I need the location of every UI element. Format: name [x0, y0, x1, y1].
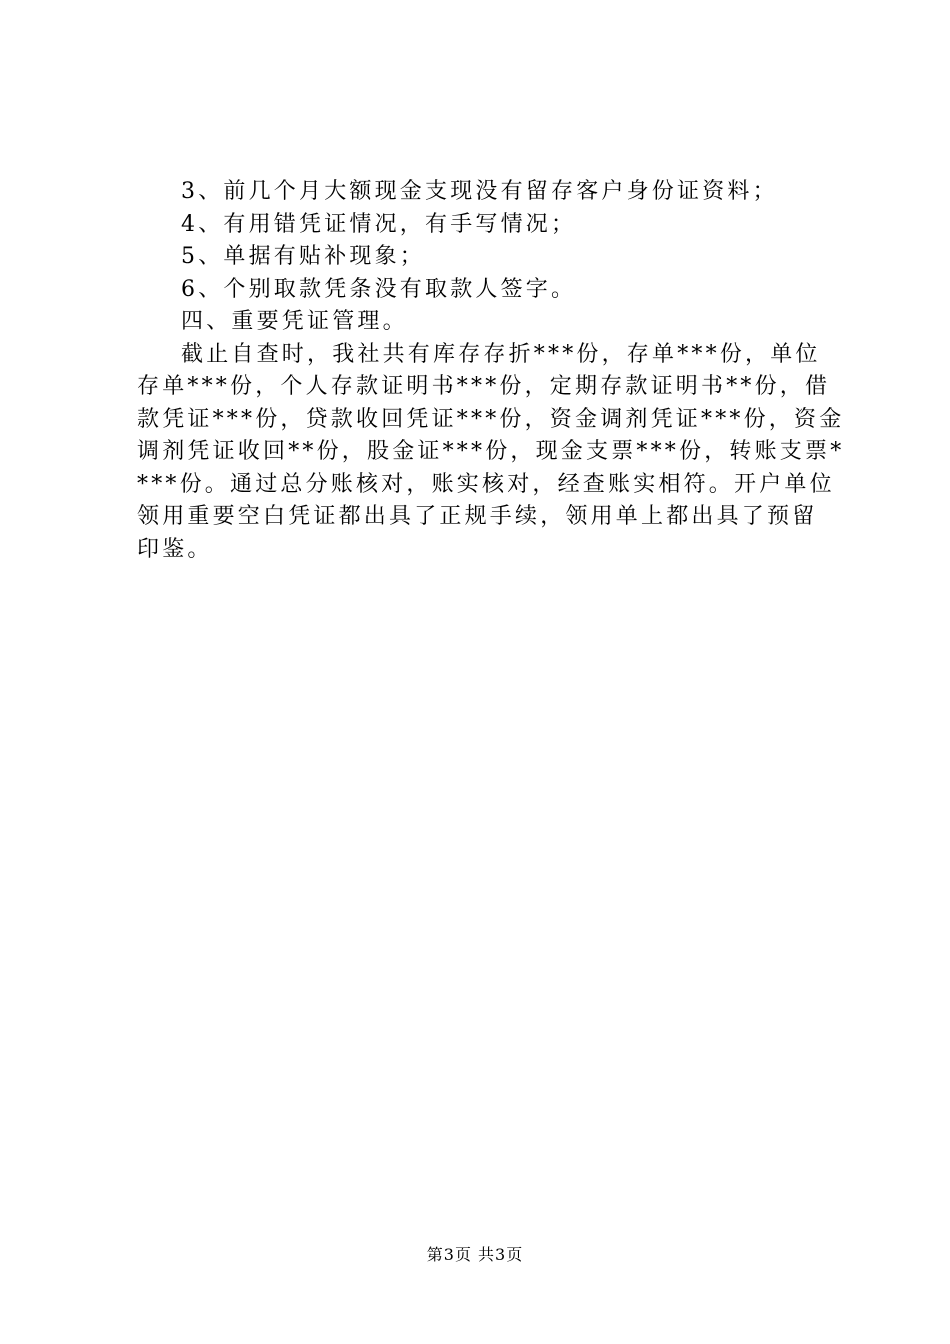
document-body [137, 176, 845, 566]
paragraph-line: ***份。通过总分账核对，账实核对，经查账实相符。开户单位 [137, 471, 835, 497]
paragraph-line: 印鉴。 [137, 536, 213, 562]
section-heading: 四、重要凭证管理。 [181, 309, 408, 334]
list-item-5: 5、单据有贴补现象； [181, 244, 425, 269]
page-footer: 第3页 共3页 [426, 1245, 524, 1264]
list-item-6: 6、个别取款凭条没有取款人签字。 [181, 276, 577, 302]
body-paragraph [137, 339, 845, 567]
paragraph-line: 截止自查时，我社共有库存存折***份，存单***份，单位 [181, 341, 821, 367]
paragraph-line: 调剂凭证收回**份，股金证***份，现金支票***份，转账支票* [137, 439, 845, 464]
paragraph-line: 领用重要空白凭证都出具了正规手续，领用单上都出具了预留 [137, 504, 818, 529]
list-item-4: 4、有用错凭证情况，有手写情况； [181, 211, 577, 237]
paragraph-line: 存单***份，个人存款证明书***份，定期存款证明书**份，借 [137, 374, 831, 399]
list-item-3: 3、前几个月大额现金支现没有留存客户身份证资料； [181, 179, 778, 204]
paragraph-line: 款凭证***份，贷款收回凭证***份，资金调剂凭证***份，资金 [137, 406, 845, 432]
